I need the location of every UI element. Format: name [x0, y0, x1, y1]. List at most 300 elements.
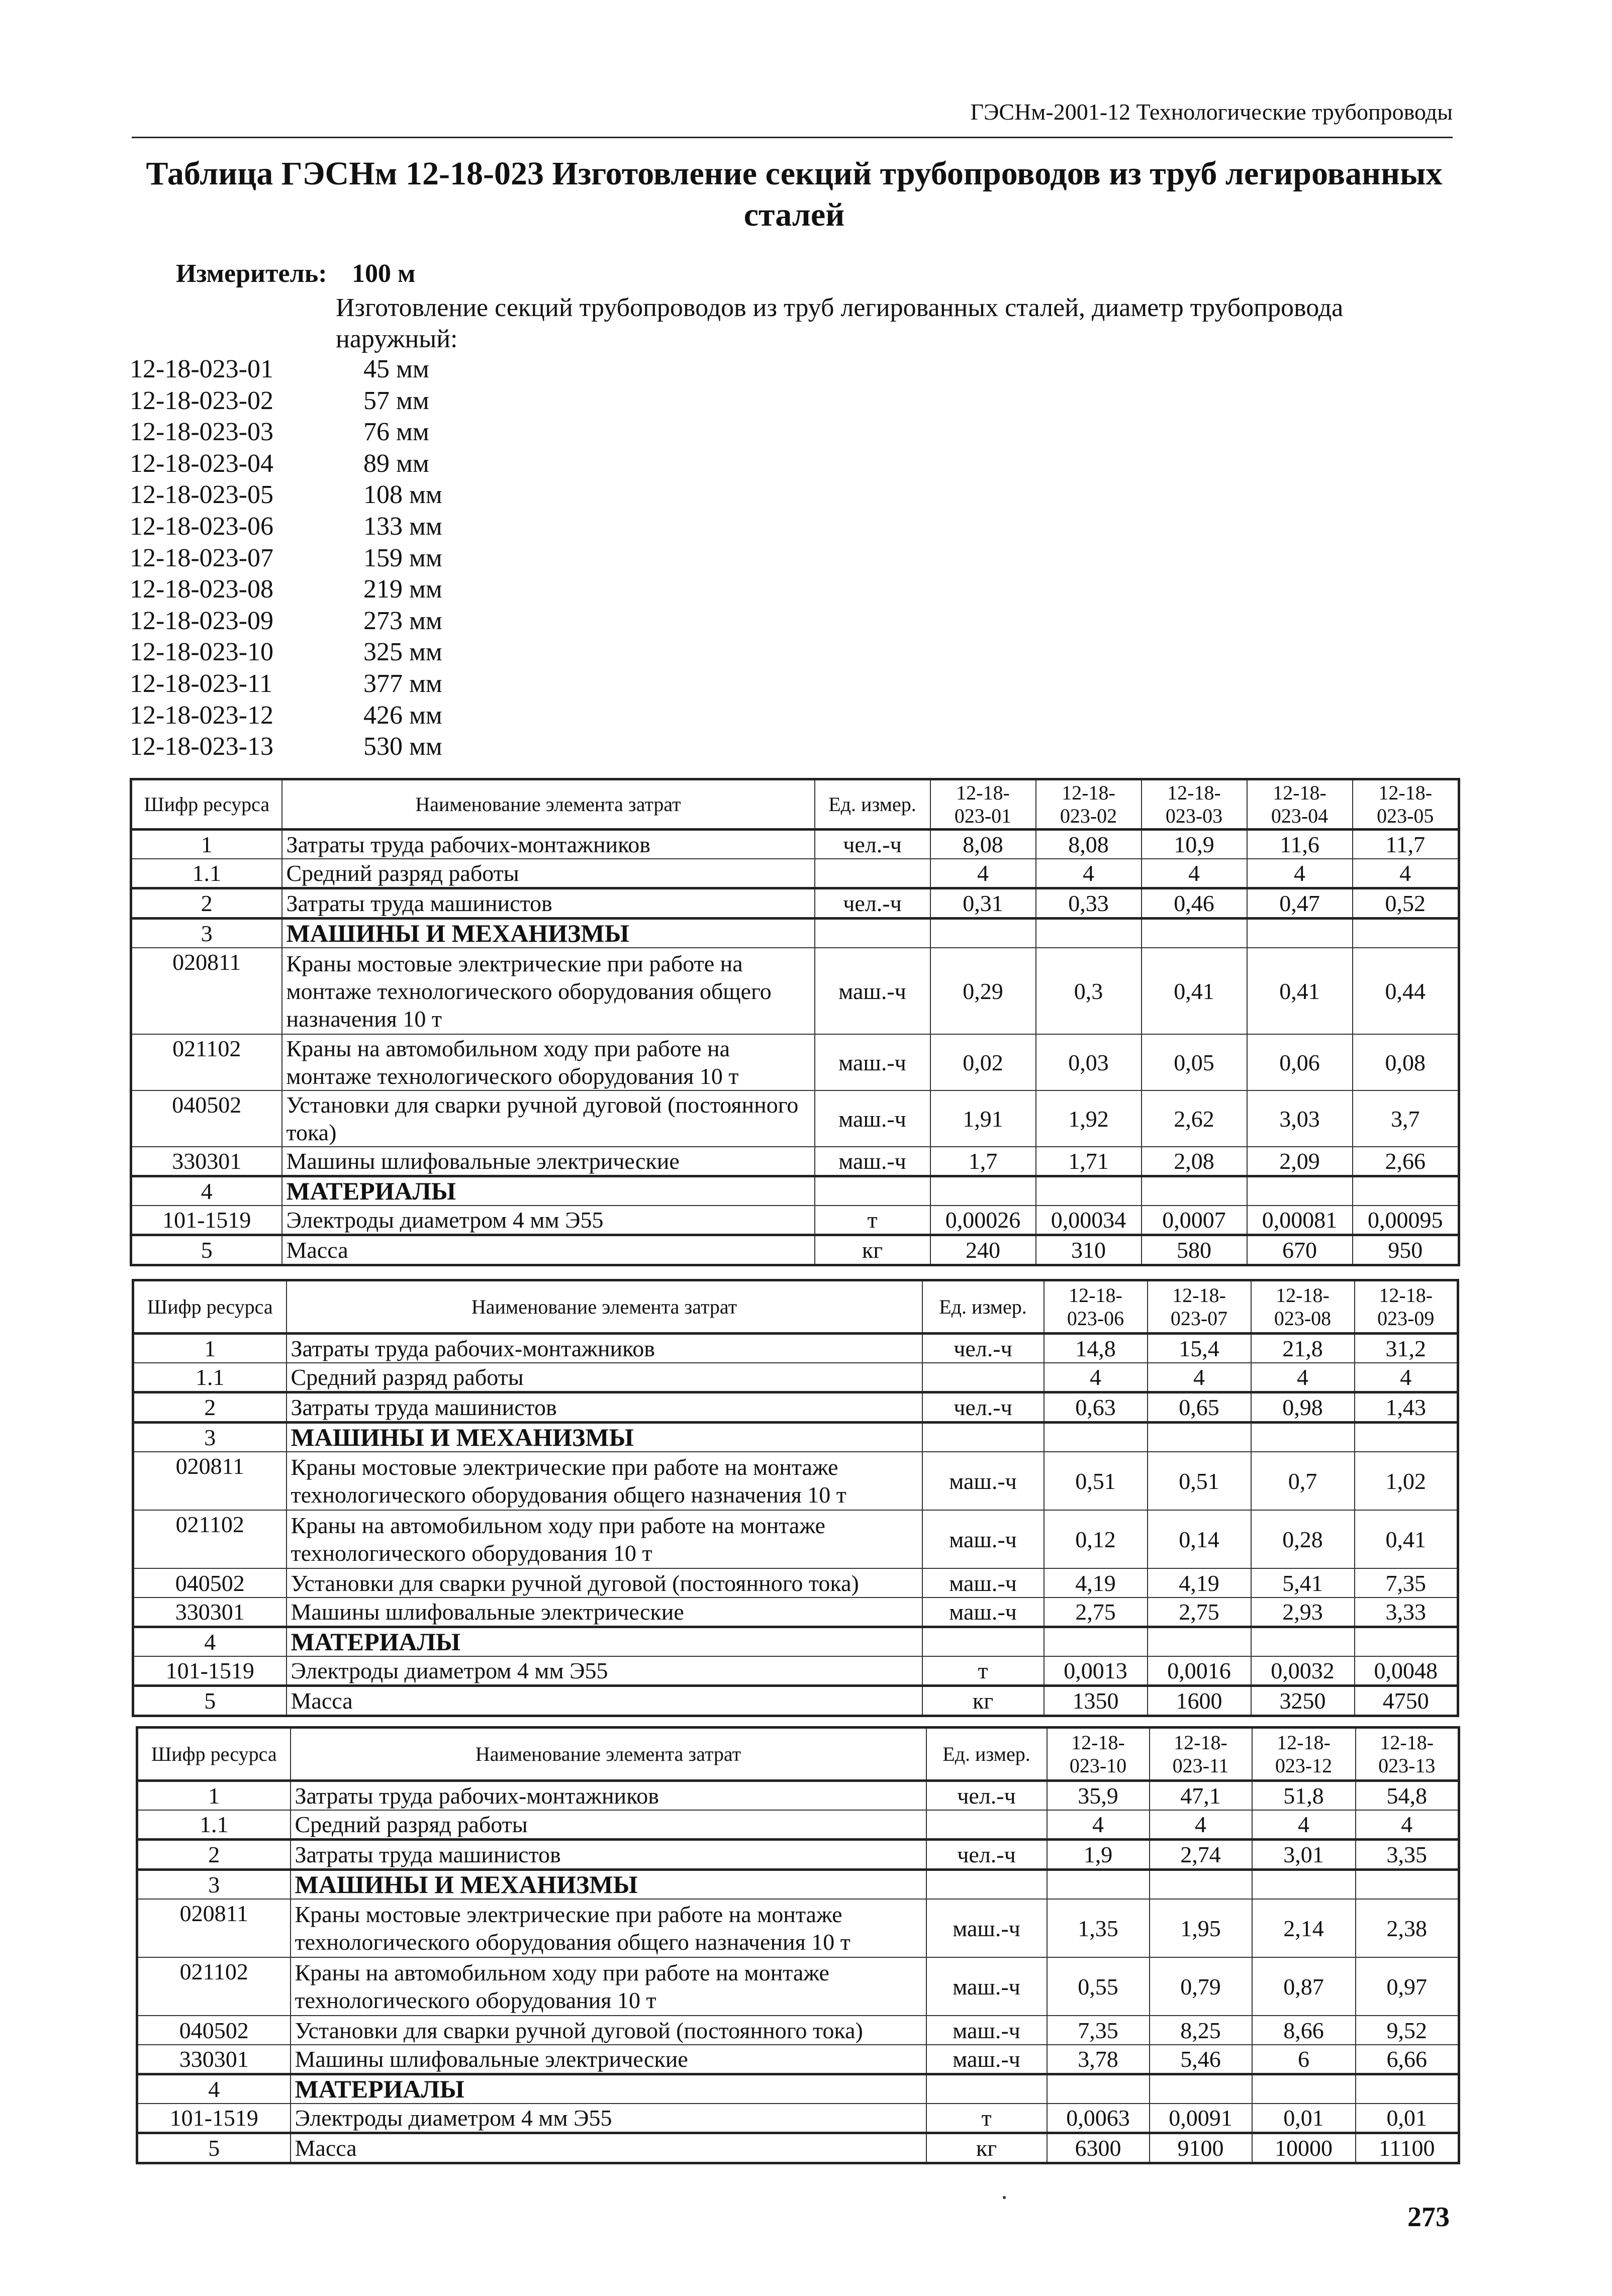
norm-value: 0,02: [930, 1034, 1036, 1090]
resource-code: 040502: [133, 1568, 287, 1598]
header-code: Шифр ресурса: [131, 779, 282, 830]
code-list-item: [130, 479, 442, 511]
unit: маш.-ч: [922, 1568, 1044, 1598]
unit: маш.-ч: [815, 1034, 930, 1090]
norm-value: 0,0032: [1251, 1656, 1355, 1686]
header-unit: Ед. измер.: [815, 779, 930, 830]
cost-element-name: Машины шлифовальные электрические: [291, 2045, 926, 2074]
table-row: [133, 1568, 1458, 1598]
norm-value: 8,66: [1252, 2016, 1356, 2045]
page-number: 273: [1407, 2202, 1450, 2233]
table-row: [133, 1627, 1458, 1657]
norm-value: 0,41: [1355, 1510, 1458, 1568]
cost-element-name: МАТЕРИАЛЫ: [287, 1627, 922, 1657]
table-row: [131, 859, 1459, 888]
norm-value: 3,35: [1356, 1840, 1459, 1870]
norm-value: 2,75: [1148, 1598, 1251, 1627]
norm-value: [1148, 1627, 1251, 1657]
norm-value: 0,12: [1044, 1510, 1148, 1568]
norm-value: 4,19: [1044, 1568, 1148, 1598]
norm-value: [1247, 1176, 1353, 1206]
code-id: 12-18-023-01: [130, 355, 273, 383]
norm-value: 1,92: [1036, 1090, 1142, 1147]
norm-value: 1,95: [1150, 1899, 1252, 1957]
cost-element-name: Электроды диаметром 4 мм Э55: [282, 1206, 815, 1235]
norm-value: 4: [1356, 1810, 1459, 1840]
unit: маш.-ч: [926, 2016, 1047, 2045]
norm-value: [1150, 2074, 1252, 2104]
code-diameter: 89 мм: [363, 449, 429, 478]
norm-value: 0,51: [1148, 1452, 1251, 1510]
norm-value: 6: [1252, 2045, 1356, 2074]
header-norm-code: 12-18- 023-06: [1044, 1280, 1148, 1334]
norm-value: 1,71: [1036, 1147, 1142, 1176]
norm-table-2: [132, 1279, 1459, 1717]
table-row: [131, 948, 1459, 1034]
resource-code: 1.1: [137, 1810, 291, 1840]
resource-code: 040502: [131, 1090, 282, 1147]
table-row: [133, 1423, 1458, 1452]
table-row: [133, 1334, 1458, 1363]
header-norm-code: 12-18- 023-07: [1148, 1280, 1251, 1334]
resource-code: 021102: [131, 1034, 282, 1090]
table-row: [137, 1810, 1459, 1840]
code-diameter: 219 мм: [363, 575, 442, 604]
norm-value: 3250: [1251, 1686, 1355, 1716]
description: Изготовление секций трубопроводов из труб легированных сталей, диаметр трубопровода наружный:: [336, 293, 1344, 353]
norm-value: 0,08: [1353, 1034, 1459, 1090]
table-row: [131, 1034, 1459, 1090]
norm-value: 0,55: [1047, 1957, 1150, 2016]
resource-code: 2: [133, 1392, 287, 1423]
norm-value: 2,62: [1142, 1090, 1247, 1147]
cost-element-name: Краны на автомобильном ходу при работе на монтаже технологического оборудования 10 т: [282, 1034, 815, 1090]
code-list-item: [130, 511, 442, 543]
header-code: Шифр ресурса: [133, 1280, 287, 1334]
code-id: 12-18-023-04: [130, 449, 273, 478]
norm-value: [1251, 1423, 1355, 1452]
unit: чел.-ч: [926, 1781, 1047, 1811]
norm-value: [1355, 1627, 1458, 1657]
cost-element-name: Установки для сварки ручной дуговой (постоянного тока): [291, 2016, 926, 2045]
unit: маш.-ч: [926, 2045, 1047, 2074]
measure-row: [176, 259, 416, 288]
norm-value: 0,00034: [1036, 1206, 1142, 1235]
code-diameter: 426 мм: [363, 701, 442, 730]
norm-value: [1036, 1176, 1142, 1206]
norm-value: 6,66: [1356, 2045, 1459, 2074]
header-row: [133, 1280, 1458, 1334]
unit: маш.-ч: [926, 1957, 1047, 2016]
table-row: [133, 1656, 1458, 1686]
norm-value: 4: [930, 859, 1036, 888]
table-row: [131, 888, 1459, 919]
norm-value: [1353, 1176, 1459, 1206]
resource-code: 330301: [133, 1598, 287, 1627]
code-diameter: 273 мм: [363, 606, 442, 635]
cost-element-name: Краны мостовые электрические при работе на монтаже технологического оборудования общего назначения 10 т: [291, 1899, 926, 1957]
norm-value: 51,8: [1252, 1781, 1356, 1811]
code-id: 12-18-023-11: [130, 669, 273, 698]
norm-value: 0,00095: [1353, 1206, 1459, 1235]
unit: [922, 1423, 1044, 1452]
table-row: [131, 1235, 1459, 1265]
norm-value: 5,46: [1150, 2045, 1252, 2074]
header-norm-code: 12-18- 023-09: [1355, 1280, 1458, 1334]
unit: [926, 1870, 1047, 1900]
code-diameter: 133 мм: [363, 512, 442, 541]
unit: маш.-ч: [926, 1899, 1047, 1957]
table-row: [133, 1363, 1458, 1392]
norm-value: 0,65: [1148, 1392, 1251, 1423]
code-diameter: 530 мм: [363, 732, 442, 761]
norm-value: 0,41: [1247, 948, 1353, 1034]
header-unit: Ед. измер.: [922, 1280, 1044, 1334]
norm-value: 2,09: [1247, 1147, 1353, 1176]
unit: [922, 1363, 1044, 1392]
table-row: [137, 2104, 1459, 2133]
norm-table-1: [130, 778, 1460, 1266]
norm-value: [1251, 1627, 1355, 1657]
resource-code: 4: [131, 1176, 282, 1206]
norm-value: 9,52: [1356, 2016, 1459, 2045]
unit: т: [922, 1656, 1044, 1686]
norm-value: 0,98: [1251, 1392, 1355, 1423]
cost-element-name: МАТЕРИАЛЫ: [282, 1176, 815, 1206]
code-id: 12-18-023-05: [130, 480, 273, 510]
resource-code: 2: [131, 888, 282, 919]
cost-element-name: Затраты труда рабочих-монтажников: [291, 1781, 926, 1811]
cost-element-name: Затраты труда рабочих-монтажников: [282, 830, 815, 859]
unit: [815, 859, 930, 888]
norm-value: 0,06: [1247, 1034, 1353, 1090]
norm-value: 4: [1142, 859, 1247, 888]
code-diameter: 325 мм: [363, 638, 442, 667]
table-row: [137, 1957, 1459, 2016]
norm-value: 1,35: [1047, 1899, 1150, 1957]
unit: маш.-ч: [815, 948, 930, 1034]
unit: т: [815, 1206, 930, 1235]
norm-value: [1044, 1423, 1148, 1452]
table-row: [133, 1392, 1458, 1423]
code-diameter: 76 мм: [363, 418, 429, 447]
header-unit: Ед. измер.: [926, 1728, 1047, 1781]
code-id: 12-18-023-12: [130, 701, 273, 730]
norm-value: 11,7: [1353, 830, 1459, 859]
norm-value: 0,29: [930, 948, 1036, 1034]
cost-element-name: МАШИНЫ И МЕХАНИЗМЫ: [287, 1423, 922, 1452]
code-id: 12-18-023-10: [130, 638, 273, 667]
cost-element-name: Установки для сварки ручной дуговой (постоянного тока): [287, 1568, 922, 1598]
resource-code: 4: [137, 2074, 291, 2104]
resource-code: 021102: [133, 1510, 287, 1568]
table-row: [137, 1781, 1459, 1811]
header-name: Наименование элемента затрат: [287, 1280, 922, 1334]
table-title: [101, 153, 1488, 236]
header-norm-code: 12-18- 023-13: [1356, 1728, 1459, 1781]
norm-value: 0,28: [1251, 1510, 1355, 1568]
cost-element-name: Краны на автомобильном ходу при работе на монтаже технологического оборудования 10 т: [291, 1957, 926, 2016]
norm-value: 0,00026: [930, 1206, 1036, 1235]
code-list-item: [130, 700, 442, 732]
norm-value: [1036, 919, 1142, 948]
cost-element-name: Масса: [282, 1235, 815, 1265]
unit: [926, 1810, 1047, 1840]
cost-element-name: Средний разряд работы: [282, 859, 815, 888]
header-norm-code: 12-18- 023-08: [1251, 1280, 1355, 1334]
norm-value: [1044, 1627, 1148, 1657]
code-list-item: [130, 637, 442, 668]
norm-value: [1252, 2074, 1356, 2104]
norm-value: 2,14: [1252, 1899, 1356, 1957]
header-code: Шифр ресурса: [137, 1728, 291, 1781]
norm-value: 0,31: [930, 888, 1036, 919]
code-list-item: [130, 668, 442, 700]
resource-code: 4: [133, 1627, 287, 1657]
header-rule: [132, 137, 1453, 138]
norm-value: 580: [1142, 1235, 1247, 1265]
header-norm-code: 12-18- 023-12: [1252, 1728, 1356, 1781]
resource-code: 101-1519: [131, 1206, 282, 1235]
table-row: [137, 2074, 1459, 2104]
norm-value: [1148, 1423, 1251, 1452]
resource-code: 5: [131, 1235, 282, 1265]
unit: маш.-ч: [815, 1147, 930, 1176]
table-row: [137, 2045, 1459, 2074]
cost-element-name: Краны на автомобильном ходу при работе на монтаже технологического оборудования 10 т: [287, 1510, 922, 1568]
resource-code: 021102: [137, 1957, 291, 2016]
table-row: [137, 1840, 1459, 1870]
norm-value: 3,03: [1247, 1090, 1353, 1147]
resource-code: 5: [133, 1686, 287, 1716]
code-list-item: [130, 385, 429, 417]
norm-value: 1350: [1044, 1686, 1148, 1716]
code-list-item: [130, 354, 429, 385]
code-id: 12-18-023-03: [130, 418, 273, 447]
code-id: 12-18-023-08: [130, 575, 273, 604]
resource-code: 1: [131, 830, 282, 859]
resource-code: 3: [133, 1423, 287, 1452]
norm-value: 15,4: [1148, 1334, 1251, 1363]
cost-element-name: Машины шлифовальные электрические: [287, 1598, 922, 1627]
resource-code: 020811: [137, 1899, 291, 1957]
cost-element-name: Машины шлифовальные электрические: [282, 1147, 815, 1176]
norm-value: 10000: [1252, 2133, 1356, 2163]
norm-table-3: [136, 1726, 1460, 2164]
norm-value: 10,9: [1142, 830, 1247, 859]
resource-code: 101-1519: [137, 2104, 291, 2133]
norm-value: 21,8: [1251, 1334, 1355, 1363]
header-norm-code: 12-18- 023-03: [1142, 779, 1247, 830]
unit: маш.-ч: [922, 1452, 1044, 1510]
norm-value: 0,0091: [1150, 2104, 1252, 2133]
cost-element-name: Затраты труда машинистов: [287, 1392, 922, 1423]
norm-value: 0,52: [1353, 888, 1459, 919]
resource-code: 330301: [137, 2045, 291, 2074]
table-row: [133, 1510, 1458, 1568]
norm-value: [1252, 1870, 1356, 1900]
norm-value: 1,43: [1355, 1392, 1458, 1423]
resource-code: 1: [137, 1781, 291, 1811]
norm-value: 4: [1047, 1810, 1150, 1840]
norm-value: 0,97: [1356, 1957, 1459, 2016]
norm-value: 35,9: [1047, 1781, 1150, 1811]
code-diameter: 108 мм: [363, 480, 442, 510]
header-norm-code: 12-18- 023-10: [1047, 1728, 1150, 1781]
title-line-1: Таблица ГЭСНм 12-18-023 Изготовление секций трубопроводов из труб легированных: [146, 155, 1443, 192]
norm-value: 0,47: [1247, 888, 1353, 919]
norm-value: 0,7: [1251, 1452, 1355, 1510]
norm-value: 0,33: [1036, 888, 1142, 919]
cost-element-name: Масса: [287, 1686, 922, 1716]
table-row: [133, 1686, 1458, 1716]
unit: чел.-ч: [815, 888, 930, 919]
norm-value: 0,51: [1044, 1452, 1148, 1510]
resource-code: 020811: [131, 948, 282, 1034]
code-list-item: [130, 731, 442, 763]
resource-code: 1.1: [131, 859, 282, 888]
header-name: Наименование элемента затрат: [291, 1728, 926, 1781]
table-row: [131, 830, 1459, 859]
cost-element-name: Затраты труда рабочих-монтажников: [287, 1334, 922, 1363]
norm-value: 4750: [1355, 1686, 1458, 1716]
norm-value: 2,74: [1150, 1840, 1252, 1870]
norm-value: 0,3: [1036, 948, 1142, 1034]
code-diameter: 377 мм: [363, 669, 442, 698]
norm-value: [930, 1176, 1036, 1206]
norm-value: 4: [1150, 1810, 1252, 1840]
cost-element-name: МАТЕРИАЛЫ: [291, 2074, 926, 2104]
unit: чел.-ч: [926, 1840, 1047, 1870]
unit: маш.-ч: [922, 1510, 1044, 1568]
unit: [926, 2074, 1047, 2104]
norm-value: 2,38: [1356, 1899, 1459, 1957]
header-norm-code: 12-18- 023-05: [1353, 779, 1459, 830]
norm-value: 6300: [1047, 2133, 1150, 2163]
unit: кг: [926, 2133, 1047, 2163]
header-norm-code: 12-18- 023-01: [930, 779, 1036, 830]
norm-value: 14,8: [1044, 1334, 1148, 1363]
norm-value: [930, 919, 1036, 948]
norm-value: 0,05: [1142, 1034, 1247, 1090]
table-row: [137, 2016, 1459, 2045]
header-norm-code: 12-18- 023-02: [1036, 779, 1142, 830]
norm-value: 0,0013: [1044, 1656, 1148, 1686]
code-list-item: [130, 543, 442, 574]
cost-element-name: Затраты труда машинистов: [291, 1840, 926, 1870]
norm-value: 2,08: [1142, 1147, 1247, 1176]
norm-value: 1600: [1148, 1686, 1251, 1716]
norm-value: 0,0063: [1047, 2104, 1150, 2133]
title-line-2: сталей: [743, 196, 845, 233]
norm-value: 0,44: [1353, 948, 1459, 1034]
norm-value: 310: [1036, 1235, 1142, 1265]
norm-value: 1,9: [1047, 1840, 1150, 1870]
norm-value: 31,2: [1355, 1334, 1458, 1363]
resource-code: 040502: [137, 2016, 291, 2045]
norm-value: 2,66: [1353, 1147, 1459, 1176]
norm-value: 3,01: [1252, 1840, 1356, 1870]
norm-value: 0,87: [1252, 1957, 1356, 2016]
norm-value: [1355, 1423, 1458, 1452]
norm-value: [1047, 2074, 1150, 2104]
cost-element-name: МАШИНЫ И МЕХАНИЗМЫ: [291, 1870, 926, 1900]
norm-value: 8,08: [930, 830, 1036, 859]
norm-value: 240: [930, 1235, 1036, 1265]
norm-value: 4: [1353, 859, 1459, 888]
norm-value: 5,41: [1251, 1568, 1355, 1598]
norm-value: 4: [1247, 859, 1353, 888]
norm-value: 47,1: [1150, 1781, 1252, 1811]
norm-value: [1150, 1870, 1252, 1900]
norm-value: 950: [1353, 1235, 1459, 1265]
unit: [922, 1627, 1044, 1657]
norm-value: 2,75: [1044, 1598, 1148, 1627]
header-row: [131, 779, 1459, 830]
measure-label: Измеритель:: [176, 259, 327, 288]
norm-value: 1,7: [930, 1147, 1036, 1176]
norm-value: 3,33: [1355, 1598, 1458, 1627]
unit: кг: [815, 1235, 930, 1265]
unit: маш.-ч: [922, 1598, 1044, 1627]
unit: кг: [922, 1686, 1044, 1716]
code-list-item: [130, 606, 442, 637]
cost-element-name: Краны мостовые электрические при работе на монтаже технологического оборудования общего назначения 10 т: [282, 948, 815, 1034]
norm-value: 7,35: [1355, 1568, 1458, 1598]
unit: чел.-ч: [922, 1392, 1044, 1423]
cost-element-name: МАШИНЫ И МЕХАНИЗМЫ: [282, 919, 815, 948]
cost-element-name: Затраты труда машинистов: [282, 888, 815, 919]
unit: т: [926, 2104, 1047, 2133]
table-row: [133, 1598, 1458, 1627]
running-header: ГЭСНм-2001-12 Технологические трубопроводы: [970, 99, 1453, 125]
unit: [815, 1176, 930, 1206]
norm-value: 4: [1252, 1810, 1356, 1840]
norm-value: [1247, 919, 1353, 948]
norm-value: 4: [1148, 1363, 1251, 1392]
norm-value: [1356, 2074, 1459, 2104]
code-diameter: 159 мм: [363, 543, 442, 572]
norm-value: 0,41: [1142, 948, 1247, 1034]
header-norm-code: 12-18- 023-11: [1150, 1728, 1252, 1781]
resource-code: 3: [131, 919, 282, 948]
resource-code: 1: [133, 1334, 287, 1363]
norm-value: 0,14: [1148, 1510, 1251, 1568]
cost-element-name: Краны мостовые электрические при работе на монтаже технологического оборудования общего назначения 10 т: [287, 1452, 922, 1510]
table-row: [131, 1176, 1459, 1206]
norm-value: 0,00081: [1247, 1206, 1353, 1235]
norm-value: 670: [1247, 1235, 1353, 1265]
header-row: [137, 1728, 1459, 1781]
norm-value: 4,19: [1148, 1568, 1251, 1598]
norm-value: 8,08: [1036, 830, 1142, 859]
code-id: 12-18-023-07: [130, 543, 273, 572]
unit: чел.-ч: [815, 830, 930, 859]
code-diameter: 45 мм: [363, 355, 429, 383]
unit: маш.-ч: [815, 1090, 930, 1147]
norm-value: 1,02: [1355, 1452, 1458, 1510]
header-norm-code: 12-18- 023-04: [1247, 779, 1353, 830]
code-id: 12-18-023-13: [130, 732, 273, 761]
table-row: [131, 919, 1459, 948]
norm-value: 0,63: [1044, 1392, 1148, 1423]
resource-code: 3: [137, 1870, 291, 1900]
norm-value: 0,0048: [1355, 1656, 1458, 1686]
code-id: 12-18-023-06: [130, 512, 273, 541]
norm-value: 7,35: [1047, 2016, 1150, 2045]
scan-dot: [1003, 2196, 1006, 2199]
cost-element-name: Электроды диаметром 4 мм Э55: [287, 1656, 922, 1686]
